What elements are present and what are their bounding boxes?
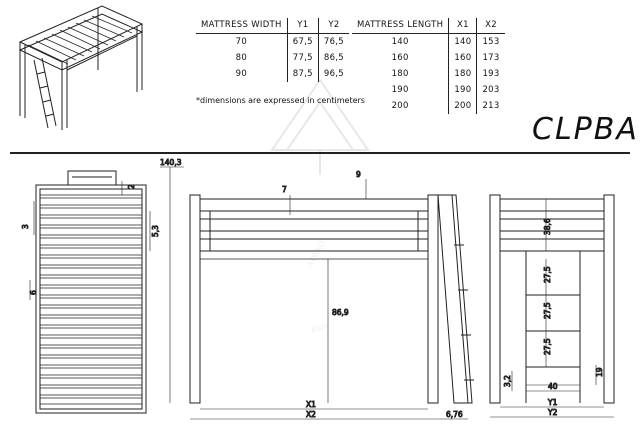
table-cell: 180 xyxy=(391,69,409,79)
table-cell: 76,5 xyxy=(318,34,349,51)
table-cell: 160 xyxy=(449,50,477,66)
technical-drawings xyxy=(0,155,640,427)
isometric-bed-sketch xyxy=(12,0,152,135)
table-cell: 200 xyxy=(449,98,477,114)
dim-foot-height: 3,2 xyxy=(503,375,512,387)
table-cell: 173 xyxy=(477,50,505,66)
dim-rung-spacing-2: 27,5 xyxy=(543,302,552,319)
dim-total-height: 140,3 xyxy=(160,158,182,167)
table-row xyxy=(352,34,505,51)
table-cell: 190 xyxy=(391,85,409,95)
dim-rail-width: 7 xyxy=(282,185,287,194)
table-cell: 80 xyxy=(235,53,248,63)
top-view xyxy=(30,171,150,413)
dim-rung-top: 38,6 xyxy=(543,218,552,235)
table-cell: 140 xyxy=(391,37,409,47)
table-cell: 190 xyxy=(449,82,477,98)
dim-rail-height: 5,3 xyxy=(151,225,160,237)
table-cell: 180 xyxy=(449,66,477,82)
dim-rung-spacing-3: 27,5 xyxy=(543,338,552,355)
table-row xyxy=(352,50,505,66)
dim-ladder-depth: 6,76 xyxy=(446,410,463,419)
dim-ladder-width: 40 xyxy=(548,382,558,391)
table-cell: 160 xyxy=(391,53,409,63)
width-table-header: Y2 xyxy=(318,18,349,34)
table-cell: 67,5 xyxy=(287,34,318,51)
dim-y2: Y2 xyxy=(548,408,558,417)
table-cell: 140 xyxy=(449,34,477,51)
mattress-width-table xyxy=(196,18,349,82)
length-table-header: MATTRESS LENGTH xyxy=(352,18,449,34)
table-cell: 70 xyxy=(235,37,248,47)
model-code: CLPBA xyxy=(532,112,639,147)
table-cell: 90 xyxy=(235,69,248,79)
dim-top-rail-width: 9 xyxy=(356,170,361,179)
table-cell: 193 xyxy=(477,66,505,82)
table-row xyxy=(196,66,349,82)
dim-under-height: 86,9 xyxy=(332,308,349,317)
table-cell: 213 xyxy=(477,98,505,114)
watermark-brand: ADEKO xyxy=(305,239,327,269)
table-cell: 203 xyxy=(477,82,505,98)
table-row xyxy=(352,66,505,82)
dim-top-gap: 2 xyxy=(127,184,136,189)
dim-x1: X1 xyxy=(306,400,316,409)
table-row xyxy=(196,50,349,66)
width-table-header: Y1 xyxy=(287,18,318,34)
watermark-sub: Kids xyxy=(309,320,329,335)
dim-foot-width: 19 xyxy=(595,367,604,377)
dim-x2: X2 xyxy=(306,410,316,419)
length-table-header: X2 xyxy=(477,18,505,34)
mattress-length-table xyxy=(352,18,505,114)
table-cell: 153 xyxy=(477,34,505,51)
dim-slat-spacing: 6 xyxy=(29,290,38,295)
table-cell: 96,5 xyxy=(318,66,349,82)
table-cell: 77,5 xyxy=(287,50,318,66)
table-cell: 86,5 xyxy=(318,50,349,66)
table-row xyxy=(352,82,505,98)
section-divider xyxy=(10,152,630,154)
table-cell: 200 xyxy=(391,101,409,111)
table-row xyxy=(196,34,349,51)
table-row xyxy=(352,98,505,114)
length-table-header: X1 xyxy=(449,18,477,34)
dim-rung-spacing-1: 27,5 xyxy=(543,266,552,283)
units-note: *dimensions are expressed in centimeters xyxy=(196,96,365,105)
front-view xyxy=(160,167,474,419)
table-cell: 87,5 xyxy=(287,66,318,82)
dim-y1: Y1 xyxy=(548,398,558,407)
width-table-header: MATTRESS WIDTH xyxy=(196,18,287,34)
dim-slat-gap: 3 xyxy=(21,224,30,229)
